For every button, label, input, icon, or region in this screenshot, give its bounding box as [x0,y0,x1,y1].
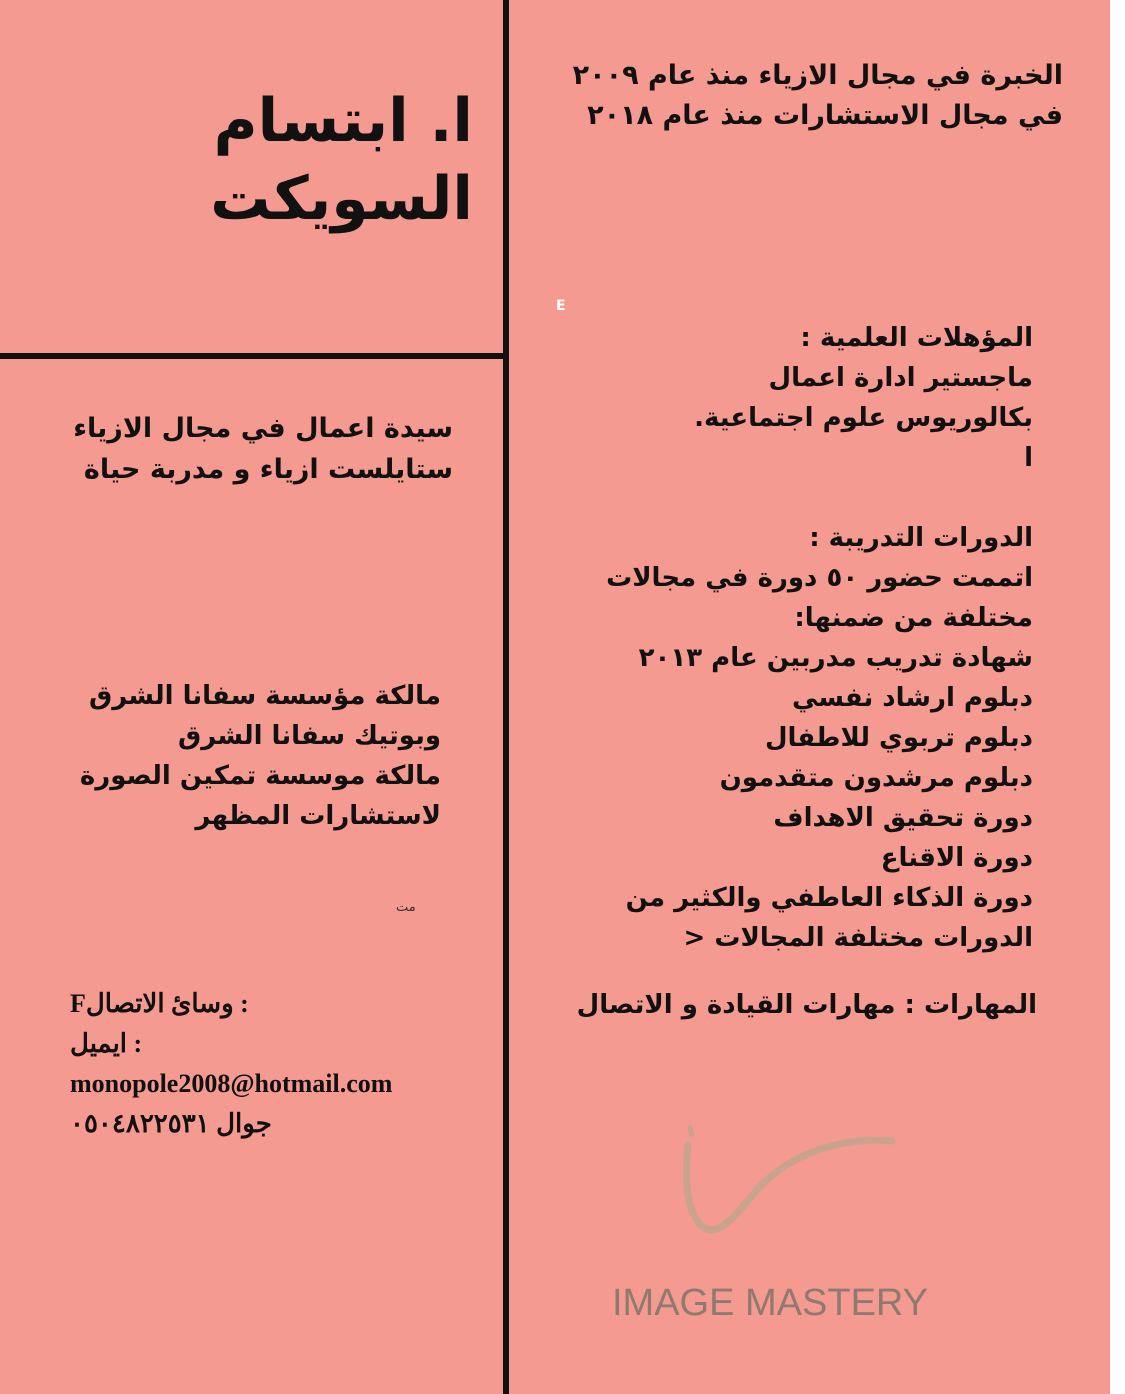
ownership-line: لاستشارات المظهر [195,801,441,831]
vertical-divider [503,0,509,1394]
ownership-line: وبوتيك سفانا الشرق [177,721,441,751]
small-text-mark: مت [396,900,416,915]
logo-v-stroke [687,1140,892,1230]
training-line: شهادة تدريب مدربين عام ٢٠١٣ [638,643,1033,673]
phone-number: جوال ٠٥٠٤٨٢٢٥٣١ [70,1109,272,1138]
qualification-item: بكالوريوس علوم اجتماعية. [694,403,1033,433]
ownership-line: مالكة مؤسسة سفانا الشرق [89,681,441,711]
skills-line: المهارات : مهارات القيادة و الاتصال [576,990,1037,1020]
training-heading: الدورات التدريبة : [809,523,1033,553]
contact-block [70,984,470,1144]
experience-line-2: في مجال الاستشارات منذ عام ٢٠١٨ [587,100,1063,131]
training-line: اتممت حضور ٥٠ دورة في مجالات [606,563,1033,593]
training-line: دبلوم تربوي للاطفال [764,723,1033,753]
person-name [210,82,473,238]
name-line-2: السويكت [210,164,473,234]
ownership-line: مالكة موسسة تمكين الصورة [79,761,441,791]
image-mastery-logo-icon [640,1115,940,1265]
training-line: دورة تحقيق الاهداف [773,803,1033,833]
professional-title [73,408,453,490]
contact-heading: : وسائ الاتصالF [70,989,249,1018]
logo-i-stroke [690,1127,692,1135]
training-line: دبلوم ارشاد نفسي [792,683,1033,713]
qualification-item: ماجستير ادارة اعمال [768,363,1033,393]
name-line-1: ا. ابتسام [213,86,473,156]
experience-block [573,56,1063,136]
qualification-item: ا [1024,443,1033,473]
email-address: monopole2008@hotmail.com [70,1069,393,1098]
training-line: مختلفة من ضمنها: [794,603,1033,633]
training-block [606,518,1033,958]
title-line-2: ستايلست ازياء و مدربة حياة [83,454,453,485]
qualifications-heading: المؤهلات العلمية : [800,323,1033,353]
qualifications-block [694,318,1033,478]
training-line: دورة الاقناع [880,843,1033,873]
logo-text: IMAGE MASTERY [612,1282,929,1324]
training-line: دورة الذكاء العاطفي والكثير من [625,883,1033,913]
experience-line-1: الخبرة في مجال الازياء منذ عام ٢٠٠٩ [572,60,1063,91]
email-label: : ايميل [70,1029,143,1058]
training-line: دبلوم مرشدون متقدمون [719,763,1033,793]
title-line-1: سيدة اعمال في مجال الازياء [73,413,453,444]
stray-e-mark: E [556,298,566,314]
ownership-block [80,676,441,836]
right-edge-strip [1110,0,1125,1394]
horizontal-divider [0,353,506,359]
training-line: الدورات مختلفة المجالات < [683,923,1033,953]
